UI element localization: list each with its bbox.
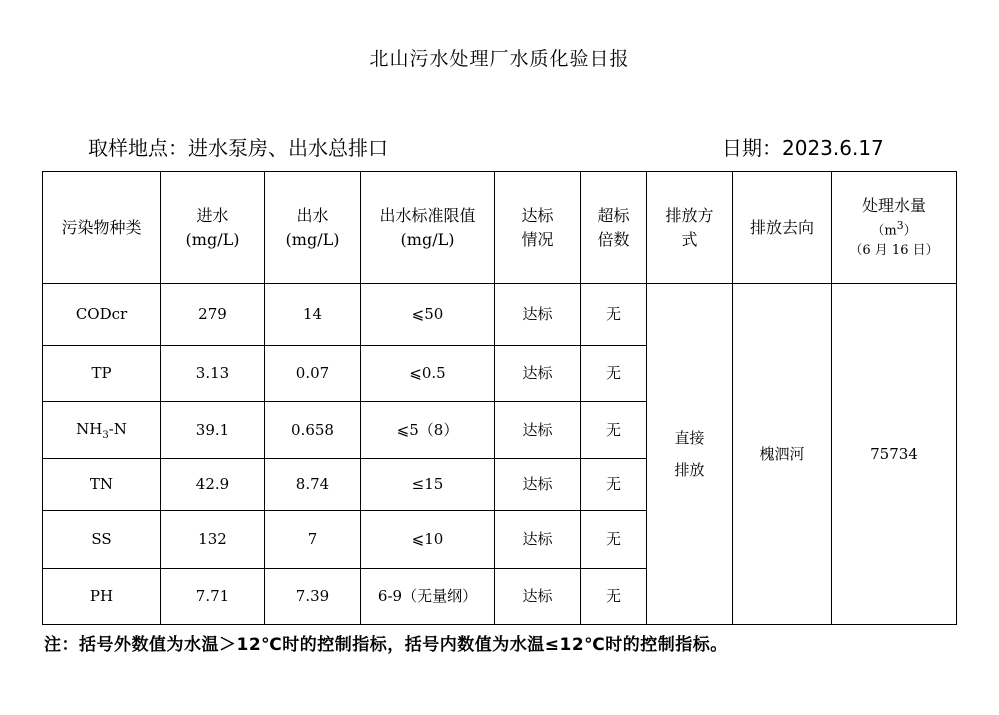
header-volume	[832, 172, 957, 284]
header-exceed	[581, 172, 647, 284]
cell-effluent: 14	[265, 284, 361, 346]
header-limit-label: 出水标准限值	[379, 205, 476, 225]
cell-influent: 132	[161, 511, 265, 569]
cell-pollutant: PH	[43, 569, 161, 625]
cell-pollutant: CODcr	[43, 284, 161, 346]
cell-limit: ⩽10	[361, 511, 495, 569]
header-influent-label: 进水	[196, 205, 229, 225]
header-influent-unit: (mg/L)	[185, 229, 240, 249]
cell-exceed: 无	[581, 402, 647, 459]
cell-influent: 3.13	[161, 346, 265, 402]
cell-pollutant: $NH_3-N$	[43, 402, 161, 459]
header-pollutant-label: 污染物种类	[61, 217, 142, 237]
header-limit	[361, 172, 495, 284]
footnote: 注：括号外数值为水温＞12℃时的控制指标，括号内数值为水温≤12℃时的控制指标。	[44, 635, 728, 655]
cell-effluent: 7	[265, 511, 361, 569]
cell-influent: 39.1	[161, 402, 265, 459]
report-title: 北山污水处理厂水质化验日报	[369, 48, 630, 70]
sampling-location: 取样地点：进水泵房、出水总排口	[88, 136, 388, 160]
header-influent	[161, 172, 265, 284]
cell-exceed: 无	[581, 511, 647, 569]
cell-limit: ⩽50	[361, 284, 495, 346]
header-compliance	[495, 172, 581, 284]
cell-limit: ⩽5（8）	[361, 402, 495, 459]
cell-limit: ≤15	[361, 459, 495, 511]
header-discharge-method	[647, 172, 733, 284]
water-quality-table	[42, 171, 957, 625]
cell-influent: 42.9	[161, 459, 265, 511]
cell-exceed: 无	[581, 459, 647, 511]
header-volume-date: （6 月 16 日）	[849, 243, 939, 259]
header-effluent	[265, 172, 361, 284]
cell-effluent: 0.658	[265, 402, 361, 459]
header-discharge-method-line1: 排放方	[665, 205, 714, 225]
cell-exceed: 无	[581, 284, 647, 346]
header-compliance-line2: 情况	[521, 229, 554, 249]
cell-limit: 6-9（无量纲）	[361, 569, 495, 625]
header-pollutant	[43, 172, 161, 284]
cell-exceed: 无	[581, 346, 647, 402]
header-effluent-unit: (mg/L)	[285, 229, 340, 249]
cell-pollutant: TP	[43, 346, 161, 402]
cell-compliance: 达标	[495, 346, 581, 402]
header-discharge-dest	[733, 172, 832, 284]
cell-volume: 75734	[832, 284, 957, 625]
header-exceed-line1: 超标	[597, 205, 630, 225]
cell-influent: 279	[161, 284, 265, 346]
cell-compliance: 达标	[495, 284, 581, 346]
header-compliance-line1: 达标	[521, 205, 554, 225]
header-discharge-method-line2: 式	[681, 229, 698, 249]
cell-pollutant: TN	[43, 459, 161, 511]
report-date: 日期：2023.6.17	[722, 136, 884, 160]
header-volume-label: 处理水量	[861, 196, 926, 216]
header-discharge-dest-label: 排放去向	[749, 217, 814, 237]
cell-pollutant: SS	[43, 511, 161, 569]
cell-compliance: 达标	[495, 402, 581, 459]
table-row	[43, 284, 957, 346]
cell-influent: 7.71	[161, 569, 265, 625]
cell-compliance: 达标	[495, 459, 581, 511]
discharge-method-line2: 排放	[674, 461, 705, 479]
cell-effluent: 0.07	[265, 346, 361, 402]
cell-limit: ⩽0.5	[361, 346, 495, 402]
cell-effluent: 8.74	[265, 459, 361, 511]
header-effluent-label: 出水	[296, 205, 329, 225]
header-limit-unit: (mg/L)	[400, 229, 455, 249]
cell-discharge-dest: 槐泗河	[733, 284, 832, 625]
discharge-method-line1: 直接	[674, 428, 705, 447]
cell-discharge-method	[647, 284, 733, 625]
cell-exceed: 无	[581, 569, 647, 625]
cell-effluent: 7.39	[265, 569, 361, 625]
header-exceed-line2: 倍数	[597, 229, 630, 249]
cell-compliance: 达标	[495, 569, 581, 625]
header-volume-unit: $(m^3)$	[871, 219, 917, 239]
header-row	[43, 172, 957, 284]
cell-compliance: 达标	[495, 511, 581, 569]
